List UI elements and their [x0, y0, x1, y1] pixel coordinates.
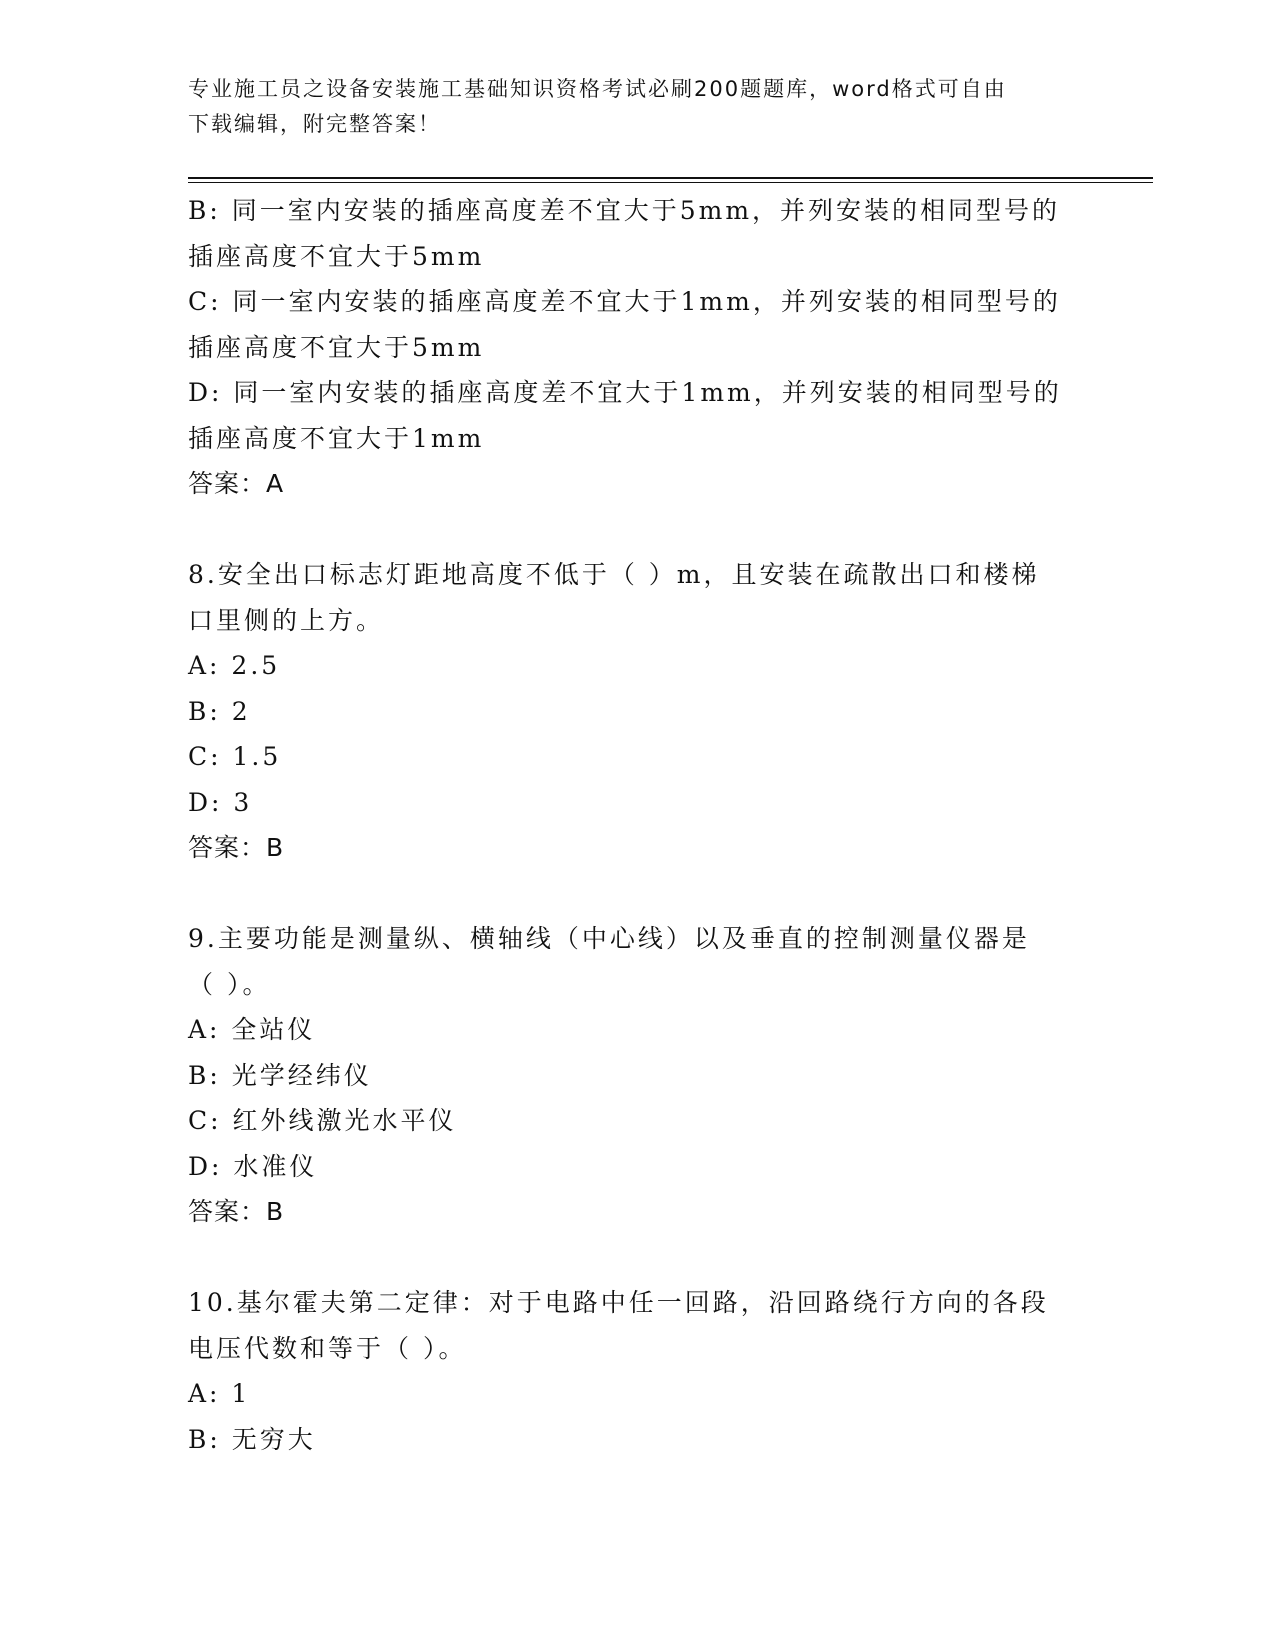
option-b: B: 光学经纬仪	[188, 1060, 372, 1090]
option-b: B: 无穷大	[188, 1424, 316, 1454]
option-a: A: 2.5	[188, 651, 281, 680]
option-a: A: 1	[188, 1379, 251, 1408]
option-a: A: 全站仪	[188, 1015, 316, 1044]
header-line-2: 下载编辑，附完整答案！	[188, 112, 441, 136]
question-7-continued	[188, 188, 1088, 507]
option-c-line-2: 插座高度不宜大于5mm	[188, 332, 485, 362]
option-c: C: 红外线激光水平仪	[188, 1106, 457, 1135]
answer: 答案：B	[188, 833, 285, 862]
spacer	[188, 1235, 1088, 1281]
answer: 答案：A	[188, 469, 285, 498]
header-line-1: 专业施工员之设备安装施工基础知识资格考试必刷200题题库，word格式可自由	[188, 77, 1007, 101]
question-stem-line-2: （ ）。	[188, 969, 271, 999]
header-divider-thick	[188, 177, 1153, 179]
spacer	[188, 871, 1088, 917]
document-header	[188, 72, 1068, 142]
question-stem-line-1: 10.基尔霍夫第二定律：对于电路中任一回路，沿回路绕行方向的各段	[188, 1288, 1049, 1317]
question-list	[188, 188, 1088, 1462]
spacer	[188, 507, 1088, 553]
option-c: C: 1.5	[188, 742, 282, 771]
question-10	[188, 1280, 1088, 1462]
option-b: B: 2	[188, 696, 251, 726]
question-9	[188, 916, 1088, 1235]
question-stem-line-2: 电压代数和等于（ ）。	[188, 1333, 467, 1363]
answer: 答案：B	[188, 1197, 285, 1226]
question-stem-line-1: 8.安全出口标志灯距地高度不低于（ ）m，且安装在疏散出口和楼梯	[188, 560, 1040, 589]
option-b-line-1: B: 同一室内安装的插座高度差不宜大于5mm，并列安装的相同型号的	[188, 196, 1061, 225]
question-8	[188, 552, 1088, 871]
option-d: D: 水准仪	[188, 1151, 318, 1181]
question-stem-line-1: 9.主要功能是测量纵、横轴线（中心线）以及垂直的控制测量仪器是	[188, 924, 1030, 953]
option-d-line-1: D: 同一室内安装的插座高度差不宜大于1mm，并列安装的相同型号的	[188, 378, 1062, 407]
header-divider-thin	[188, 182, 1153, 183]
question-stem-line-2: 口里侧的上方。	[188, 605, 385, 635]
option-b-line-2: 插座高度不宜大于5mm	[188, 241, 485, 271]
option-c-line-1: C: 同一室内安装的插座高度差不宜大于1mm，并列安装的相同型号的	[188, 287, 1061, 316]
option-d-line-2: 插座高度不宜大于1mm	[188, 423, 485, 453]
option-d: D: 3	[188, 787, 253, 817]
